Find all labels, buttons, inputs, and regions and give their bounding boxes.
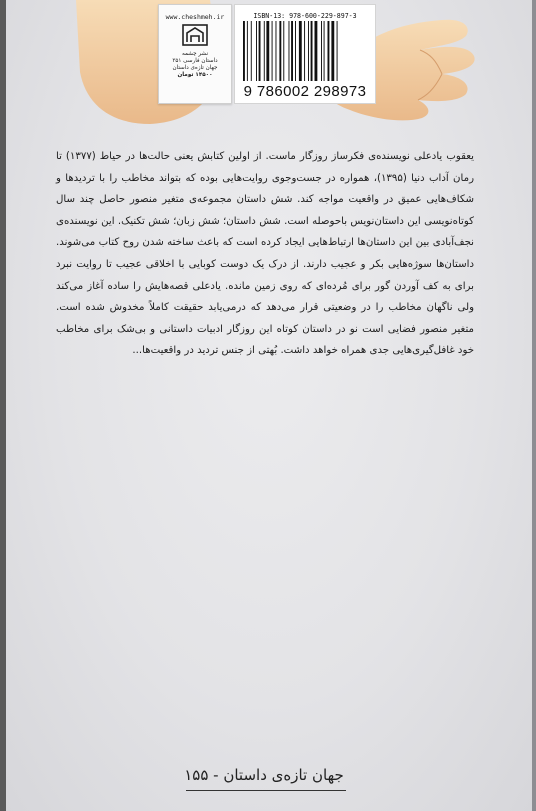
cover-edge (532, 0, 536, 811)
publisher-url: www.cheshmeh.ir (165, 13, 225, 21)
sticker-category: داستان فارسی ۳۵۱ (172, 57, 218, 64)
isbn-barcode (234, 4, 376, 104)
publisher-logo-icon (182, 24, 208, 46)
barcode-number: 9 786002 298973 (243, 83, 367, 100)
back-cover-blurb (56, 146, 474, 362)
blurb-text: یعقوب یادعلی نویسنده‌ی فکرساز روزگار ماست. از اولین کتابش یعنی حالت‌ها در حیاط (۱۳۷۷) تا رمان آداب دنیا (۱۳۹۵)، همواره در جست‌وجوی روایت‌هایی بوده که بتواند مخاطب را با تردیدها و شکاف‌هایی عمیق در واقعیت مواجه کند. شش داستان مجموعه‌ی متغیر منصور حاصل چند سال کوتاه‌نویسی این داستان‌نویس باحوصله است. شش داستان؛ شش زبان؛ شش تکنیک. این نویسنده‌ی نجف‌آبادی بین این داستان‌ها ارتباط‌هایی ایجاد کرده است که باعث ساخته شدن روح کتاب می‌شوند. داستان‌ها سوژه‌هایی بکر و عجیب دارند. از درک یک دوست کوبایی با اخلاقی عجیب تا روایت نبرد برای به کف آوردن گور برای مُرده‌ای که روی زمین مانده. یادعلی قصه‌هایش را ساده آغاز می‌کند ولی ناگهان مخاطب را در وضعیتی قرار می‌دهد که درمی‌یابد حقیقت کاملاً مخدوش شده است. متغیر منصور فضایی است نو در داستان کوتاه این روزگار ادبیات داستانی و بی‌شک برای مخاطب خود غافل‌گیری‌هایی جدی همراه خواهد داشت. بُهتی از جنس تردید در واقعیت‌ها... (56, 151, 475, 357)
barcode-bars (243, 21, 367, 81)
sticker-price: ۱۴۵۰۰ تومان (177, 71, 213, 78)
publisher-sticker (158, 4, 232, 104)
sticker-series: جهان تازه‌ی داستان (172, 64, 218, 71)
series-footer: جهان تازه‌ی داستان - ۱۵۵ (184, 766, 344, 784)
isbn-label: ISBN-13: 978-600-229-897-3 (253, 12, 357, 20)
publisher-name: نشر چشمه (181, 50, 209, 57)
series-underline (186, 790, 346, 791)
spine-edge (0, 0, 6, 811)
